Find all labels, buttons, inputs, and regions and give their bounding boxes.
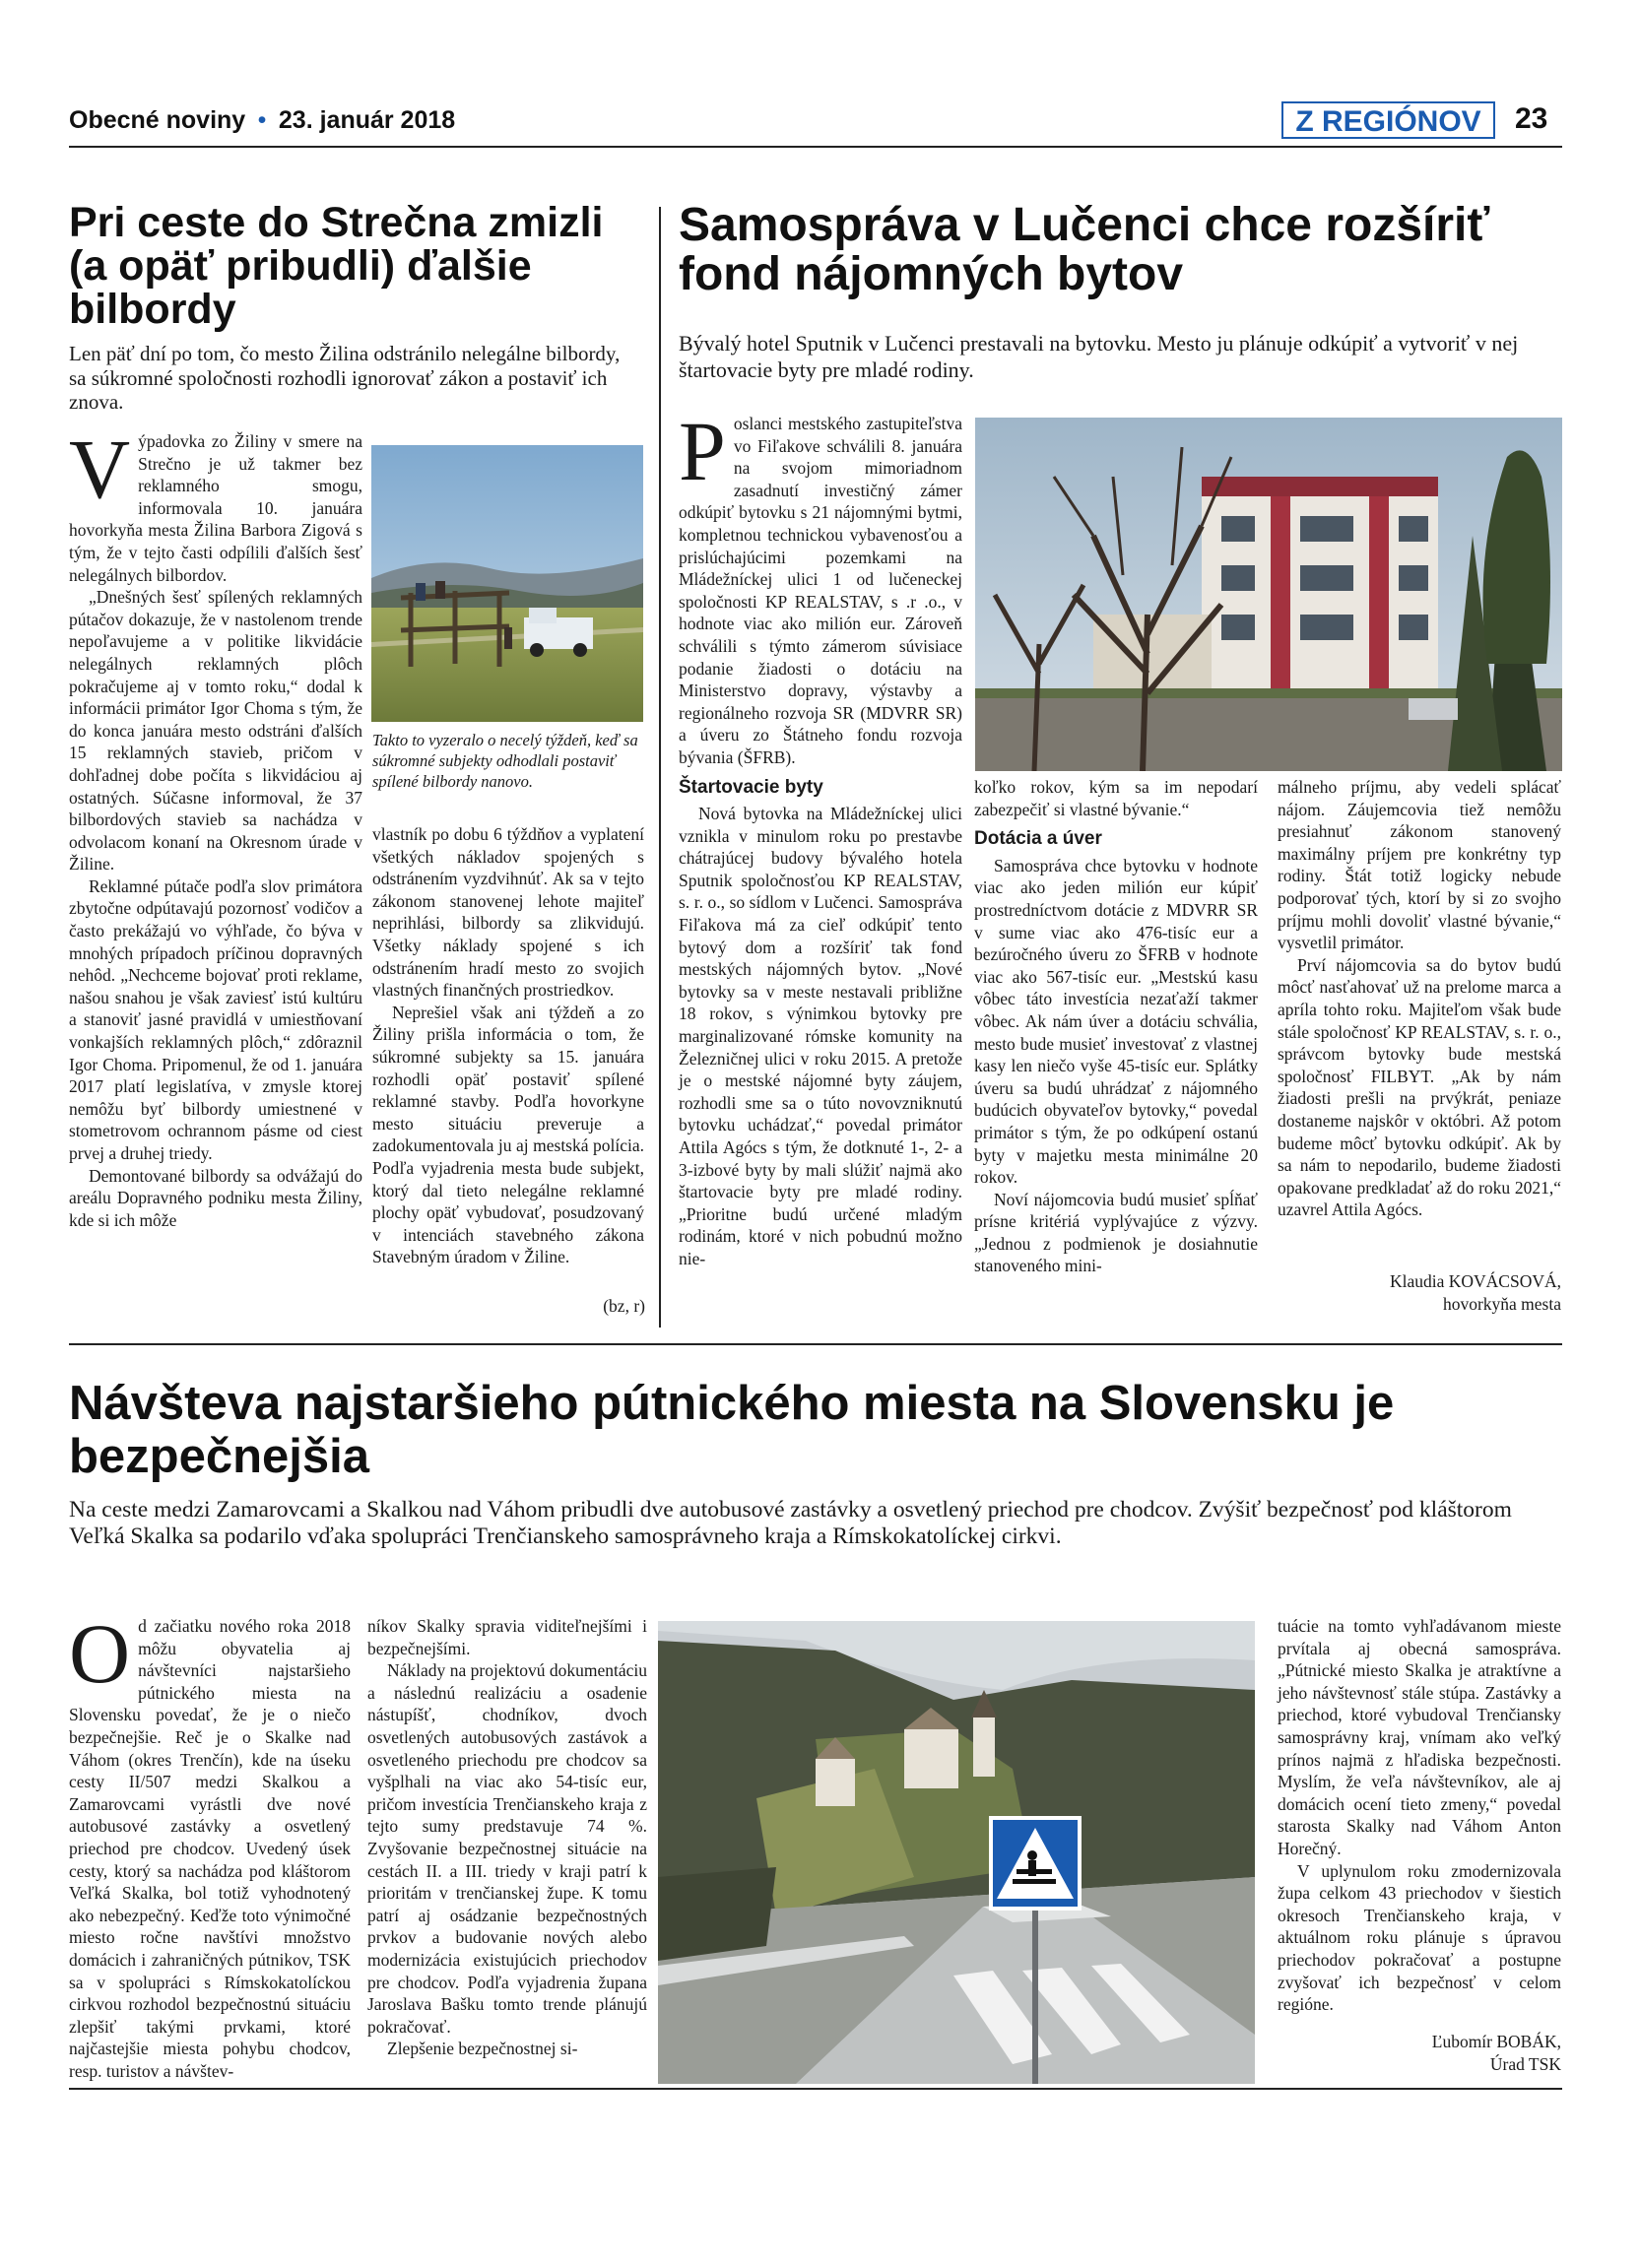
issue-date: 23. január 2018 [278,106,456,134]
page-number: 23 [1515,102,1548,135]
paragraph: Noví nájomcovia budú musieť spĺňať prísne kritériá vyplývajúce z výzvy. „Jednou z podmienok je dosiahnutie stanoveného mini- [974,1189,1258,1276]
paragraph: d začiatku nového roka 2018 môžu obyvatelia aj návštevníci najstaršieho pútnického miesta na Slovensku povedať, že je o niečo bezpečnejšie. Reč je o Skalke nad Váhom (okres Trenčín), kde na úseku cesty II/507 medzi Skalkou a Zamarovcami vyrástli dve nové autobusové zastávky a osvetlený priechod pre chodcov. Uvedený úsek cesty, ktorý sa nachádza pod kláštorom Veľká Skalka, bol totiž vyhodnotený ako nebezpečný. Keďže toto výnimočné miesto ročne navštívi množstvo domácich i zahraničných pútnikov, TSK sa v spolupráci s Rímskokatolíckou cirkvou rozhodol bezpečnostnú situáciu zlepšiť takými prvkami, ktoré najčastejšie miesta pohybu chodcov, resp. turistov a návštev- [69,1616,351,2081]
bullet-separator: • [257,106,267,134]
author-name: Klaudia KOVÁCSOVÁ, [1389,1271,1561,1291]
article2-photo [975,418,1562,771]
article1-lead: Len päť dní po tom, čo mesto Žilina odstránilo nelegálne bilbordy, sa súkromné spoločnosti rozhodli ignorovať zákon a postaviť ich znova. [69,342,621,414]
paragraph: Náklady na projektovú dokumentáciu a následnú realizáciu a osadenie nástupíšť, chodníkov, dvoch osvetlených autobusových zastávok a osvetleného priechodu pre chodcov sa vyšplhali na viac ako 54-tisíc eur, pričom investícia Trenčianskeho kraja z tejto sumy predstavuje 74 %. Zvyšovanie bezpečnostnej situácie na cestách II. a III. triedy v kraji patrí k prioritám v trenčianskej župe. K tomu patrí aj osádzanie bezpečnostných prvkov a budovanie nových alebo modernizácia existujúcich priechodov pre chodcov. Podľa vyjadrenia župana Jaroslava Bašku tomto trende plánujú pokračovať. [367,1660,647,2037]
paragraph: Neprešiel však ani týždeň a zo Žiliny prišla informácia o tom, že súkromné subjekty sa 15. januára rozhodli opäť postaviť spílené reklamné stavby. Podľa hovorkyne mesto situáciu preveruje a zadokumentovala ju aj mestská polícia. Podľa vyjadrenia mesta bude subjekt, ktorý dal tieto nelegálne reklamné plochy opäť vybudovať, posudzovaný v intenciách stavebného zákona Stavebným úradom v Žiline. [372,1002,644,1267]
dropcap: O [69,1606,131,1701]
dropcap: V [69,421,131,516]
article3-column-2 [367,1615,647,2060]
article2-headline: Samospráva v Lučenci chce rozšíriť fond nájomných bytov [679,199,1490,300]
article1-photo-caption: Takto to vyzeralo o necelý týždeň, keď sa súkromné subjekty odhodlali postaviť spílené bilbordy nanovo. [372,731,638,791]
article2-lead: Bývalý hotel Sputnik v Lučenci prestavali na bytovku. Mesto ju plánuje odkúpiť a vytvoriť v nej štartovacie byty pre mladé rodiny. [679,331,1519,382]
bottom-rule [69,2088,1562,2090]
billboard-field-image [371,445,643,722]
article1-signature: (bz, r) [603,1296,645,1316]
apartment-building-image [975,418,1562,771]
article1-column-2 [372,823,644,1268]
paragraph: níkov Skalky spravia viditeľnejšími i bezpečnejšími. [367,1616,647,1658]
paragraph: oslanci mestského zastupiteľstva vo Fiľakove schválili 8. januára na svojom mimoriadnom zasadnutí investičný zámer odkúpiť bytovku s 21 nájomnými bytmi, kompletnou technickou vybavenosťou a prislúchajúcimi pozemkami na Mládežníckej ulici 1 od lučeneckej spoločnosti KP REALSTAV, s .r .o., v hodnote viac ako milión eur. Zároveň schválili s týmto zámerom súvisiace podanie žiadosti o dotáciu na Ministerstvo dopravy, výstavby a regionálneho rozvoja SR (MDVRR SR) a úveru zo Štátneho fondu rozvoja bývania (ŠFRB). [679,414,962,767]
paragraph: „Dnešných šesť spílených reklamných pútačov dokazuje, že v nastolenom trende nepoľavujeme a v politike likvidácie nelegálnych reklamných plôch pokračujeme aj v tomto roku,“ dodal k informácii primátor Igor Choma s tým, že do konca januára mesto odstráni ďalších 15 reklamných stavieb, pričom v dohľadnej dobe počíta s likvidáciou aj ostatných. Súčasne informoval, že 37 bilbordových stavieb sa nachádza v odvolacom konaní na Okresnom úrade v Žiline. [69,587,362,875]
paragraph: Zlepšenie bezpečnostnej si- [387,2039,578,2059]
article1-column-1 [69,421,362,1231]
column-divider [659,207,661,1328]
paragraph: Nová bytovka na Mládežníckej ulici vznikla v minulom roku po prestavbe chátrajúcej budovy bývalého hotela Sputnik spoločnosťou KP REALSTAV, s. r. o., so sídlom v Lučenci. Samospráva Fiľakova má za cieľ odkúpiť tento bytový dom a rozšíriť tak fond mestských nájomných bytov. „Nové bytovky sa v meste nestavali približne 18 rokov, s výnimkou bytovky pre marginalizované rómske komunity na Železničnej ulici v roku 2015. A pretože je o mestské nájomné byty záujem, rozhodli sme sa o túto novovzniknutú bytovku uchádzať,“ povedal primátor Attila Agócs s tým, že dotknuté 1-, 2- a 3-izbové byty by mali slúžiť najmä ako štartovacie byty pre mladé rodiny. „Prioritne budú určené mladým rodinám, ktoré v nich pobudnú možno nie- [679,804,962,1268]
paragraph: Prví nájomcovia sa do bytov budú môcť nasťahovať už na prelome marca a apríla tohto roku. Majiteľom však bude stále spoločnosť KP REALSTAV, s. r. o., správcom bytovky bude mestská spoločnosť FILBYT. „Ak by nám žiadosti prešli na prvýkrát, peniaze dostaneme najskôr v októbri. Až potom budeme môcť bytovku odkúpiť. Ak by sa nám to nepodarilo, budeme žiadosti opakovane predkladať až do roku 2021,“ uzavrel Attila Agócs. [1278,954,1561,1220]
article3-column-1 [69,1606,351,2082]
article2-signature [1278,1270,1561,1316]
author-role: hovorkyňa mesta [1442,1294,1561,1314]
pedestrian-crossing-image [658,1621,1255,2084]
article2-column-2 [974,776,1258,1277]
article2-column-3 [1278,776,1561,1221]
dropcap: P [679,404,726,498]
article3-signature [1278,2031,1561,2076]
paragraph: koľko rokov, kým sa im nepodarí zabezpečiť si vlastné bývanie.“ [974,777,1258,819]
paragraph: V uplynulom roku zmodernizovala župa celkom 43 priechodov v šiestich okresoch Trenčianskeho kraja, v aktuálnom roku plánuje s úpravou priechodov pokračovať a postupne zvyšovať ich bezpečnosť v celom regióne. [1278,1860,1561,2015]
article2-column-1 [679,404,962,1270]
paragraph: tuácie na tomto vyhľadávanom mieste prvítala aj obecná samospráva. „Pútnické miesto Skalka je atraktívne a jeho návštevnosť stále stúpa. Zastávky a priechod, ktoré vybudoval Trenčiansky samosprávny kraj, vnímam ako veľký prínos najmä z hľadiska bezpečnosti. Myslím, že veľa návštevníkov, ale aj domácich ocení tieto zmeny,“ povedal starosta Skalky nad Váhom Anton Horečný. [1278,1616,1561,1858]
section-label: Z REGIÓNOV [1281,101,1495,139]
masthead-rule [69,146,1562,148]
article3-column-3 [1278,1615,1561,2016]
article-divider [69,1343,1562,1345]
subheading: Štartovacie byty [679,776,823,798]
article1-photo [371,445,643,722]
paper-name: Obecné noviny [69,106,246,134]
paragraph: Samospráva chce bytovku v hodnote viac ako jeden milión eur kúpiť prostredníctvom dotácie z MDVRR SR v sume viac ako 476-tisíc eur a bezúročného úveru zo ŠFRB v hodnote viac ako 567-tisíc eur. „Mestskú kasu vôbec táto investícia nezaťaží takmer vôbec. Ak nám úver a dotáciu schvália, mesto bude musieť investovať z vlastnej kasy len niečo vyše 45-tisíc eur. Splátky úveru sa budú uhrádzať z nájomného budúcich obyvateľov bytovky,“ povedal primátor s tým, že po odkúpení ostanú byty v majetku mesta minimálne 20 rokov. [974,855,1258,1188]
article1-headline: Pri ceste do Strečna zmizli (a opäť pribudli) ďalšie bilbordy [69,199,604,333]
author-role: Úrad TSK [1489,2054,1561,2074]
paragraph: vlastník po dobu 6 týždňov a vyplatení všetkých nákladov spojených s odstránením vyzdvihnúť. Ak sa v tejto zákonom stanovenej lehote majiteľ neprihlási, bilbordy sa zlikvidujú. Všetky náklady spojené s ich odstránením hradí mesto zo svojich vlastných finančných prostriedkov. [372,824,644,1001]
paragraph: málneho príjmu, aby vedeli splácať nájom. Záujemcovia tiež nemôžu presiahnuť zákonom stanovený maximálny príjem pre konkrétny typ rodiny. Štát totiž logicky nebude podporovať tých, ktorí by si zo svojho príjmu mohli dovoliť vlastné bývanie,“ vysvetlil primátor. [1278,777,1561,953]
paragraph: Demontované bilbordy sa odvážajú do areálu Dopravného podniku mesta Žiliny, kde si ich môže [69,1165,362,1230]
article3-headline: Návšteva najstaršieho pútnického miesta na Slovensku je bezpečnejšia [69,1377,1395,1483]
paragraph: ýpadovka zo Žiliny v smere na Strečno je už takmer bez reklamného smogu, informovala 10. januára hovorkyňa mesta Žilina Barbora Zigová s tým, že v tejto časti odpílili ďalších šesť nelegálnych bilbordov. [69,431,362,585]
author-name: Ľubomír BOBÁK, [1431,2032,1561,2051]
subheading: Dotácia a úver [974,828,1102,850]
article3-lead: Na ceste medzi Zamarovcami a Skalkou nad Váhom pribudli dve autobusové zastávky a osvetlený priechod pre chodcov. Zvýšiť bezpečnosť pod kláštorom Veľká Skalka sa podarilo vďaka spolupráci Trenčianskeho samosprávneho kraja a Rímskokatolíckej cirkvi. [69,1497,1512,1549]
paragraph: Reklamné pútače podľa slov primátora zbytočne odpútavajú pozornosť vodičov a často prekážajú vo výhľade, čo býva v mnohých prípadoch príčinou dopravných nehôd. „Nechceme bojovať proti reklame, našou snahou je však zaviesť istú kultúru a stanoviť jasné pravidlá v umiestňovaní vonkajších reklamných plôch,“ zdôraznil Igor Choma. Pripomenul, že od 1. januára 2017 platí legislatíva, v zmysle ktorej nemôžu byť bilbordy umiestnené v stometrovom ochrannom pásme od ciest prvej a druhej triedy. [69,875,362,1163]
article3-photo [658,1621,1255,2084]
